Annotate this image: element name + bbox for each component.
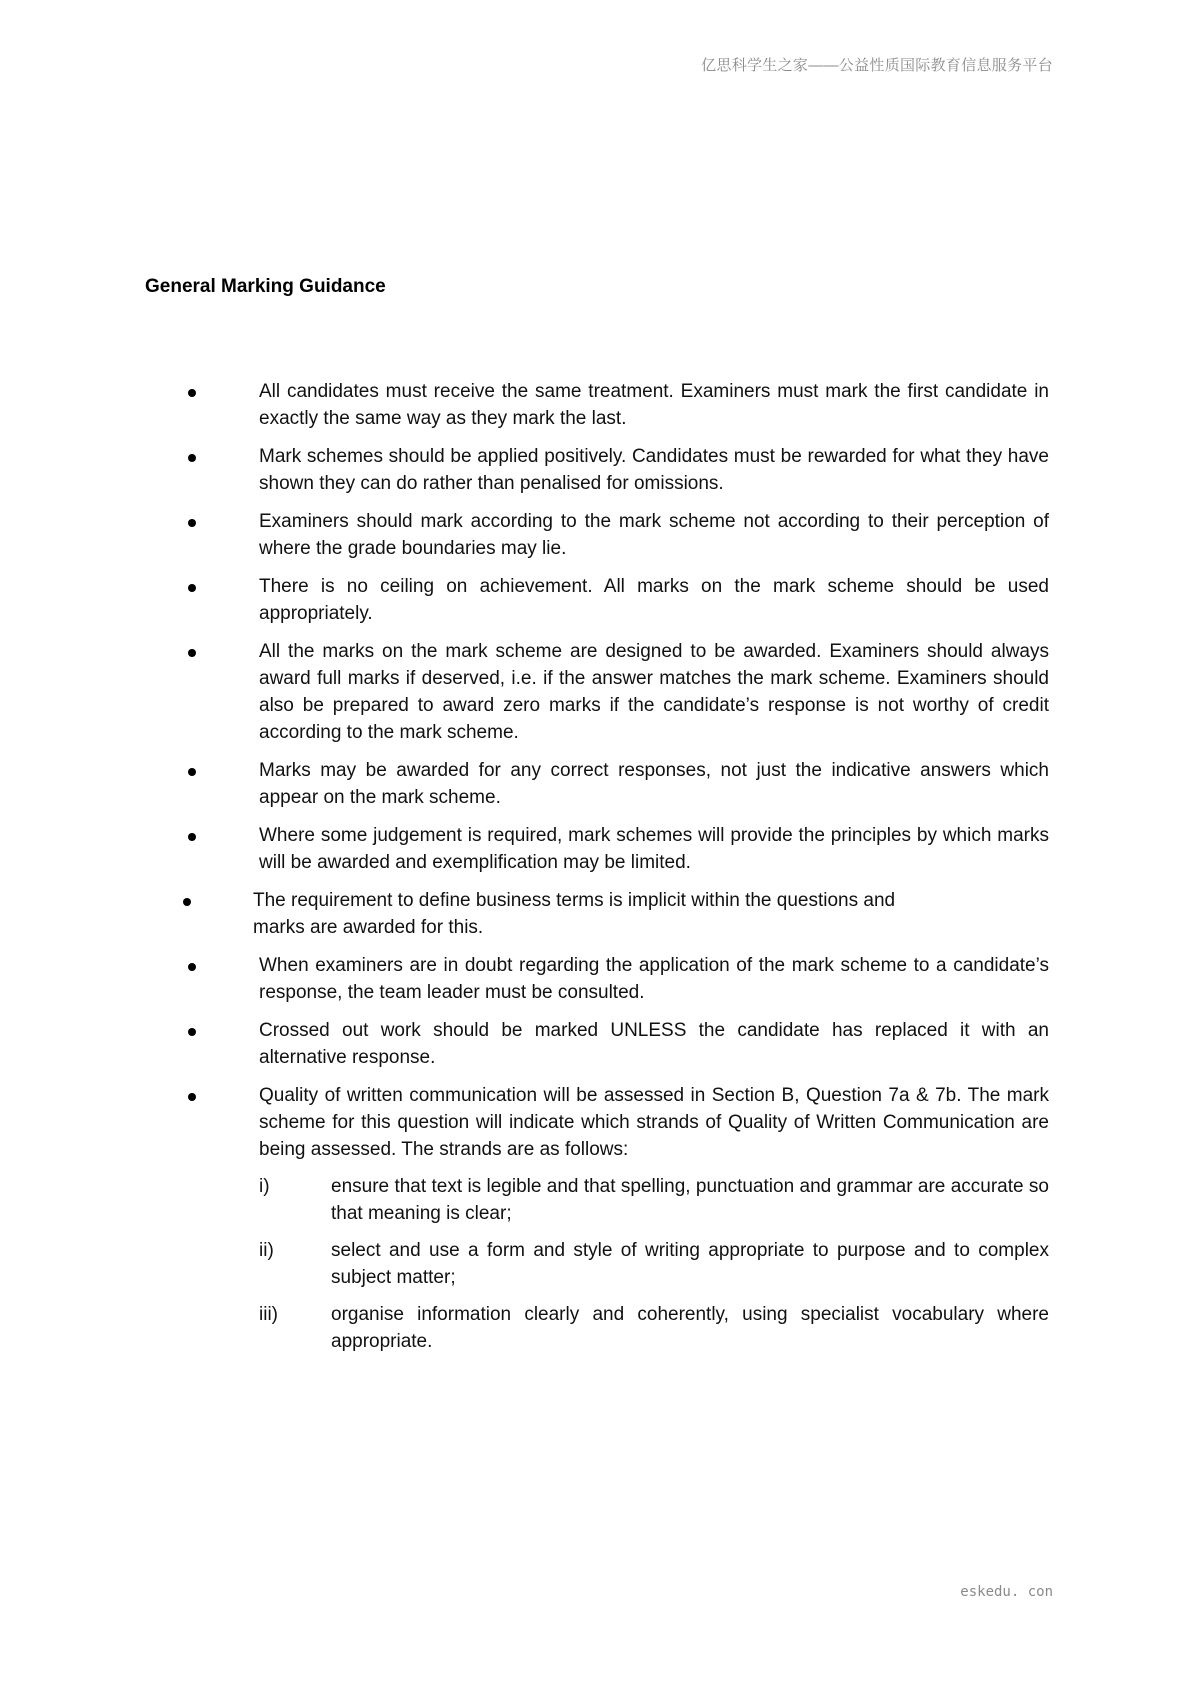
strand-text: organise information clearly and coherently, using specialist vocabulary where appropriate. [331, 1304, 1049, 1352]
strands-list [0, 1173, 1190, 1355]
list-item-text: Quality of written communication will be assessed in Section B, Question 7a & 7b. The mark scheme for this question will indicate which strands of Quality of Written Communication are being assessed. The strands are as follows: [259, 1085, 1049, 1160]
strand-label: i) [259, 1176, 270, 1197]
bullet-icon [188, 1028, 196, 1036]
list-item-text: Marks may be awarded for any correct responses, not just the indicative answers which appear on the mark scheme. [259, 760, 1049, 808]
page-footer: eskedu. con [960, 1584, 1053, 1600]
bullet-icon [188, 768, 196, 776]
bullet-icon [188, 584, 196, 592]
list-item [0, 757, 1190, 811]
list-item [0, 822, 1190, 876]
section-title: General Marking Guidance [145, 276, 386, 297]
list-item-text [253, 887, 1043, 941]
list-item-text: All candidates must receive the same treatment. Examiners must mark the first candidate in exactly the same way as they mark the last. [259, 381, 1049, 429]
list-item [0, 952, 1190, 1006]
bullet-icon [188, 963, 196, 971]
strand-text: select and use a form and style of writing appropriate to purpose and to complex subject matter; [331, 1240, 1049, 1288]
list-item [0, 378, 1190, 432]
bullet-icon [188, 649, 196, 657]
list-item-text-line: The requirement to define business terms is implicit within the questions and [253, 890, 896, 911]
bullet-icon [188, 454, 196, 462]
list-item-text: There is no ceiling on achievement. All marks on the mark scheme should be used appropriately. [259, 576, 1049, 624]
list-item-text: Examiners should mark according to the mark scheme not according to their perception of where the grade boundaries may lie. [259, 511, 1049, 559]
bullet-icon [188, 1093, 196, 1101]
strand-text: ensure that text is legible and that spelling, punctuation and grammar are accurate so that meaning is clear; [331, 1176, 1049, 1224]
list-item [0, 443, 1190, 497]
list-item-text: Mark schemes should be applied positively. Candidates must be rewarded for what they have shown they can do rather than penalised for omissions. [259, 446, 1049, 494]
strand-item [0, 1173, 1190, 1227]
strand-item [0, 1237, 1190, 1291]
list-item [0, 887, 1190, 941]
list-item-text: All the marks on the mark scheme are designed to be awarded. Examiners should always award full marks if deserved, i.e. if the answer matches the mark scheme. Examiners should also be prepared to award zero marks if the candidate’s response is not worthy of credit according to the mark scheme. [259, 641, 1049, 743]
list-item-text: When examiners are in doubt regarding the application of the mark scheme to a candidate’s response, the team leader must be consulted. [259, 955, 1049, 1003]
list-item-text: Where some judgement is required, mark schemes will provide the principles by which marks will be awarded and exemplification may be limited. [259, 825, 1049, 873]
bullet-icon [188, 389, 196, 397]
bullet-icon [183, 898, 191, 906]
list-item-text: Crossed out work should be marked UNLESS the candidate has replaced it with an alternative response. [259, 1020, 1049, 1068]
list-item [0, 1082, 1190, 1355]
bullet-icon [188, 833, 196, 841]
strand-label: ii) [259, 1240, 274, 1261]
guidance-list [0, 378, 1190, 1366]
list-item [0, 1017, 1190, 1071]
list-item [0, 573, 1190, 627]
bullet-icon [188, 519, 196, 527]
page-header: 亿思科学生之家——公益性质国际教育信息服务平台 [701, 57, 1053, 74]
list-item [0, 638, 1190, 746]
strand-label: iii) [259, 1304, 278, 1325]
strand-item [0, 1301, 1190, 1355]
list-item [0, 508, 1190, 562]
list-item-text-line: marks are awarded for this. [253, 917, 484, 938]
